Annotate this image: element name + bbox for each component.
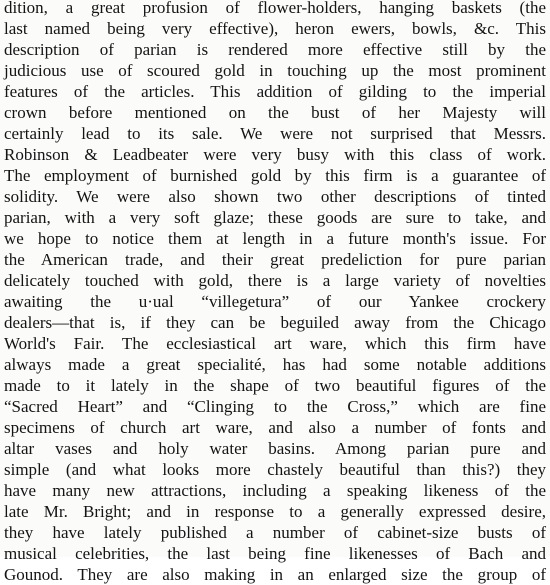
text-line: dealers—that is, if they can be beguiled away from the Chicago <box>4 313 546 332</box>
text-line: musical celebrities, the last being fine likenesses of Bach and <box>4 544 546 563</box>
text-line: parian, with a very soft glaze; these goods are sure to take, and <box>4 208 546 227</box>
text-line: The employment of burnished gold by this firm is a guarantee of <box>4 166 546 185</box>
text-line: the American trade, and their great predeliction for pure parian <box>4 250 546 269</box>
text-line: late Mr. Bright; and in response to a generally expressed desire, <box>4 502 546 521</box>
text-line: last named being very effective), heron ewers, bowls, &c. This <box>4 19 546 38</box>
text-line: specimens of church art ware, and also a number of fonts and <box>4 418 546 437</box>
text-line: made to it lately in the shape of two beautiful figures of the <box>4 376 546 395</box>
text-line: description of parian is rendered more effective still by the <box>4 40 546 59</box>
text-line: judicious use of scoured gold in touching up the most prominent <box>4 61 546 80</box>
text-line: solidity. We were also shown two other descriptions of tinted <box>4 187 546 206</box>
text-line: Robinson & Leadbeater were very busy with this class of work. <box>4 145 546 164</box>
text-line: features of the articles. This addition of gilding to the imperial <box>4 82 546 101</box>
text-line: we hope to notice them at length in a future month's issue. For <box>4 229 546 248</box>
text-line: certainly lead to its sale. We were not surprised that Messrs. <box>4 124 546 143</box>
text-line: dition, a great profusion of flower-holders, hanging baskets (the <box>4 0 546 17</box>
text-line: they have lately published a number of cabinet-size busts of <box>4 523 546 542</box>
text-line: Gounod. They are also making in an enlarged size the group of <box>4 565 546 584</box>
text-line: always made a great specialité, has had some notable additions <box>4 355 546 374</box>
text-line: World's Fair. The ecclesiastical art ware, which this firm have <box>4 334 546 353</box>
text-line: delicately touched with gold, there is a large variety of novelties <box>4 271 546 290</box>
text-line: altar vases and holy water basins. Among parian pure and <box>4 439 546 458</box>
text-line: “Sacred Heart” and “Clinging to the Cross,” which are fine <box>4 397 546 416</box>
text-line: awaiting the u·ual “villegetura” of our Yankee crockery <box>4 292 546 311</box>
text-line: simple (and what looks more chastely beautiful than this?) they <box>4 460 546 479</box>
text-line: have many new attractions, including a speaking likeness of the <box>4 481 546 500</box>
text-line: crown before mentioned on the bust of her Majesty will <box>4 103 546 122</box>
article-text-column <box>4 0 546 585</box>
